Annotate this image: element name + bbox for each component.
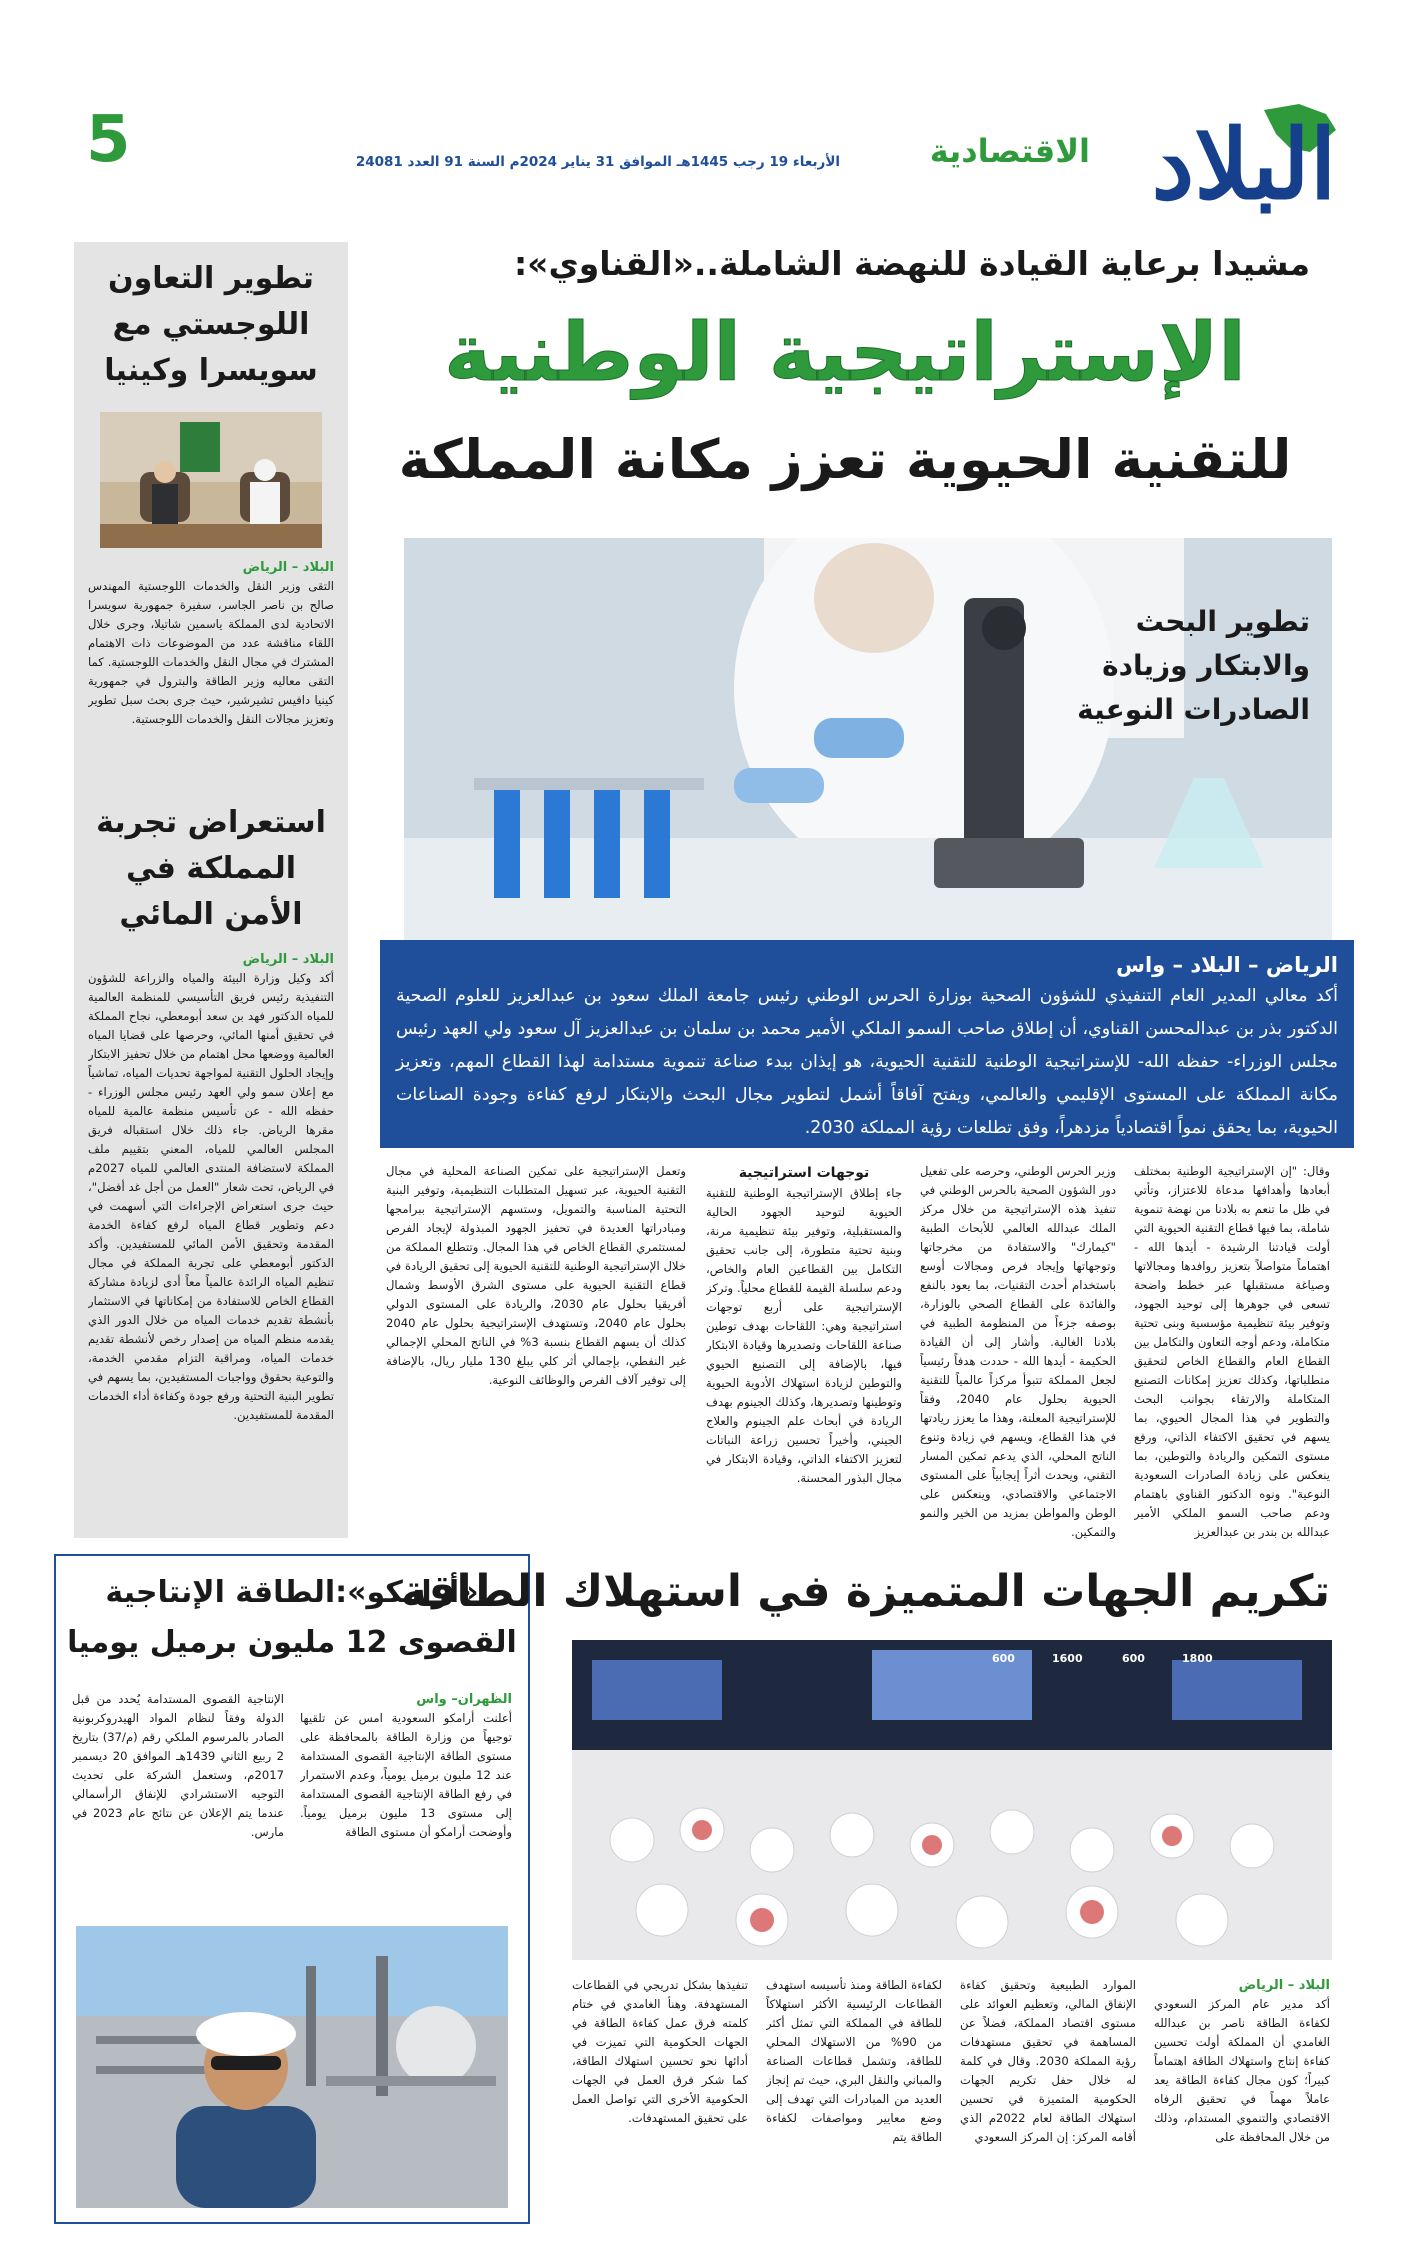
overlay-line-1: تطوير البحث (1135, 605, 1310, 638)
photo-overlay-text (1050, 600, 1310, 732)
energy-column-2 (960, 1976, 1136, 2216)
ceremony-photo (572, 1640, 1332, 1960)
sidebar-story1-title (84, 256, 338, 394)
aramco-column-right-text: أعلنت أرامكو السعودية امس عن تلقيها توجيهاً من وزارة الطاقة بالمحافظة على مستوى الطاقة الإنتاجية القصوى المستدامة عند 12 مليون برميل يومياً، وعدم الاستمرار في رفع الطاقة الإنتاجية القصوى المستدامة إلى مستوى 13 مليون برميل يومياً. وأوضحت أرامكو أن مستوى الطاقة (300, 1711, 512, 1839)
overlay-line-3: الصادرات النوعية (1077, 693, 1310, 726)
lead-box (380, 940, 1354, 1148)
overlay-line-2: والابتكار وزيادة (1102, 649, 1310, 682)
newspaper-logo (1114, 100, 1374, 230)
aramco-column-left (72, 1690, 284, 1920)
energy-title: تكريم الجهات المتميزة في استهلاك الطاقة (401, 1566, 1330, 1617)
main-title-2: للتقنية الحيوية تعزز مكانة المملكة (398, 428, 1292, 491)
main-subhead: توجهات استراتيجية (738, 1165, 870, 1181)
sidebar-story2-byline: البلاد – الرياض (242, 952, 334, 967)
energy-column-2-text: الموارد الطبيعية وتحقيق كفاءة الإنفاق المالي، وتعظيم العوائد على مستوى اقتصاد المملكة، فضلاً عن المساهمة في تحقيق مستهدفات رؤية المملكة 2030. وقال في كلمة له خلال حفل تكريم الجهات الحكومية المتميزة في تحسين استهلاك الطاقة لعام 2022م الذي أقامه المركز: إن المركز السعودي (960, 1978, 1136, 2144)
screen-label-2: 1600 (1052, 1652, 1083, 1665)
main-column-3 (706, 1162, 902, 1540)
main-column-4 (386, 1162, 686, 1540)
energy-column-3 (766, 1976, 942, 2216)
main-column-3-text: جاء إطلاق الإستراتيجية الوطنية للتقنية الحيوية لتوحيد الجهود الحالية والمستقبلية، وتوفير بيئة تنظيمية مرنة، وبنية تحتية متطورة، إلى جانب تحقيق التكامل بين القطاعين العام والخاص، ودعم سلسلة القيمة للقطاع محلياً. وتركز الإستراتيجية على أربع توجهات استراتيجية وهي: اللقاحات بهدف توطين صناعة اللقاحات وتصديرها وقيادة الابتكار فيها، بالإضافة إلى التصنيع الحيوي والتوطين لزيادة استهلاك الأدوية الحيوية وتوطينها وتصديرها، وكذلك الجينوم بهدف الريادة في أبحاث علم الجينوم والعلاج الجيني، وأخيراً تحسين زراعة النباتات لتعزيز الاكتفاء الذاتي، وقيادة الابتكار في مجال البذور المحسنة. (706, 1186, 902, 1485)
sidebar-story2-title-line2: المملكة في (125, 851, 297, 886)
main-column-4-text: وتعمل الإستراتيجية على تمكين الصناعة المحلية في مجال التقنية الحيوية، عبر تسهيل المتطلبات التنظيمية، وتوفير البنية التحتية المناسبة والتمويل، وستسهم الإستراتيجية ببرامجها ومبادراتها العديدة في تحفيز الجهود المبذولة لإيجاد الفرص لمستثمري القطاع الخاص في هذا المجال. وتتطلع المملكة من خلال الإستراتيجية الوطنية للتقنية الحيوية إلى تحقيق الريادة في قطاع التقنية الحيوية على مستوى الشرق الأوسط وشمال أفريقيا بحلول عام 2030، والريادة على المستوى الدولي بحلول عام 2040، وتستهدف الإستراتيجية بحلول عام 2040 كذلك أن يسهم القطاع بنسبة 3% في الناتج المحلي الإجمالي غير النفطي، بإجمالي أثر كلي يبلغ 130 مليار ريال، بالإضافة إلى توفير آلاف الفرص والوظائف النوعية. (386, 1164, 686, 1387)
aramco-title-line2: القصوى 12 مليون برميل يوميا (67, 1625, 517, 1660)
masthead (0, 0, 1420, 240)
energy-column-4-text: تنفيذها بشكل تدريجي في القطاعات المستهدفة. وهنأ الغامدي في ختام كلمته فرق عمل كفاءة الطاقة في الجهات الحكومية التي تميزت في أدائها نحو تحسين استهلاك الطاقة، كما شكر فرق العمل في الجهات الحكومية الأخرى التي تواصل العمل على تحقيق المستهدفات. (572, 1978, 748, 2125)
sidebar-story2-body (88, 950, 334, 1530)
aramco-byline: الظهران– واس (416, 1692, 512, 1707)
energy-column-1-text: أكد مدير عام المركز السعودي لكفاءة الطاقة ناصر بن عبدالله الغامدي أن المملكة أولت تحسين كفاءة إنتاج واستهلاك الطاقة اهتماماً كبيراً؛ كون مجال كفاءة الطاقة يعد عاملاً مهماً في تحقيق الرفاه الاقتصادي والتنموي المستدام، وذلك من خلال المحافظة على (1154, 1997, 1330, 2144)
sidebar-story1-byline: البلاد – الرياض (242, 560, 334, 575)
main-title-1: الإستراتيجية الوطنية (444, 306, 1246, 399)
sidebar-story1-title-line1: تطوير التعاون (108, 261, 314, 296)
sidebar-story1-body (88, 558, 334, 778)
lead-byline: الرياض – البلاد – واس (1115, 953, 1338, 977)
energy-column-1 (1154, 1976, 1330, 2216)
screen-label-4: 1800 (1182, 1652, 1213, 1665)
lead-text: أكد معالي المدير العام التنفيذي للشؤون الصحية بوزارة الحرس الوطني رئيس جامعة الملك سعود بن عبدالعزيز للعلوم الصحية الدكتور بذر بن عبدالمحسن القناوي، أن إطلاق صاحب السمو الملكي الأمير محمد بن سلمان بن عبدالعزيز آل سعود ولي العهد رئيس مجلس الوزراء- حفظه الله- للإستراتيجية الوطنية للتقنية الحيوية، هو إيذان ببدء صناعة تنموية مستدامة لهذا القطاع المهم، وتعزيز مكانة المملكة على المستوى الإقليمي والعالمي، ويفتح آفاقاً أشمل لتطوير مجال البحث والابتكار لرفع كفاءة وجودة الصناعات الحيوية، بما يحقق نمواً اقتصادياً مزدهراً، وفق تطلعات رؤية المملكة 2030. (396, 986, 1338, 1138)
energy-byline: البلاد – الرياض (1238, 1978, 1330, 1993)
aramco-title-line1: «أرامكو»:الطاقة الإنتاجية (105, 1575, 479, 1610)
screen-label-1: 600 (992, 1652, 1015, 1665)
logo-text: البلاد (1151, 108, 1337, 221)
screen-label-3: 600 (1122, 1652, 1145, 1665)
sidebar-story2-title (84, 800, 338, 938)
sidebar-story1-text: التقى وزير النقل والخدمات اللوجستية المهندس صالح بن ناصر الجاسر، سفيرة جمهورية سويسرا الاتحادية لدى المملكة ياسمين شاتيلا، وجرى خلال اللقاء مناقشة عدد من الموضوعات ذات الاهتمام المشترك في مجال النقل والخدمات اللوجستية. كما التقى معاليه وزير الطاقة والبترول في جمهورية كينيا دافيس تشيرشير، حيث جرى بحث سبل تطوير وتعزيز مجالات النقل والخدمات اللوجستية. (88, 579, 334, 726)
dateline: الأربعاء 19 رجب 1445هـ الموافق 31 يناير 2024م السنة 91 العدد 24081 (355, 154, 840, 170)
sidebar-story1-title-line3: سويسرا وكينيا (104, 353, 318, 388)
refinery-photo (76, 1926, 508, 2208)
section-name: الاقتصادية (929, 132, 1090, 170)
main-column-2-text: وزير الحرس الوطني، وحرصه على تفعيل دور الشؤون الصحية بالحرس الوطني في تنفيذ هذه الإستراتيجية من خلال مركز الملك عبدالله العالمي للأبحاث الطبية "كيمارك" والاستفادة من مخرجاتها وتوجهاتها وإيجاد فرص ومجالات أوسع باستخدام أحدث التقنيات، بما يعود بالنفع والفائدة على القطاع الصحي بالوزارة، بوصفه جزءاً من المنظومة الطبية في بلادنا الغالية. وأشار إلى أن القيادة الحكيمة - أيدها الله - حددت هدفاً رئيسياً لجعل المملكة تتبوأ مركزاً عالمياً للتقنية الحيوية بحلول عام 2040، وفقاً للإستراتيجية المعلنة، وهذا ما يعزز ريادتها في هذا القطاع، ويسهم في زيادة وتنوع الناتج المحلي، الذي يدعم تمكين المسار التقني، ويحدث أثراً إيجابياً على المستوى الاجتماعي والاقتصادي، وينعكس على الوطن والمواطن بمزيد من الخير والنمو والتمكين. (920, 1164, 1116, 1539)
ceremony-screen-labels (992, 1652, 1222, 1682)
main-column-1 (1134, 1162, 1330, 1540)
aramco-column-right (300, 1690, 512, 1920)
sidebar-story2-title-line3: الأمن المائي (119, 897, 303, 932)
sidebar-story2-title-line1: استعراض تجربة (96, 805, 326, 840)
main-column-1-text: وقال: "إن الإستراتيجية الوطنية بمختلف أبعادها وأهدافها مدعاة للاعتزاز، وتأتي في ظل ما تنعم به بلادنا من نهضة تنموية شاملة، بما فيها قطاع التقنية الحيوية التي أولت قيادتنا الرشيدة - أيدها الله - اهتماماً متواصلاً بتعزيز روافدها ومجالاتها وصياغة مستقبلها عبر خطط واضحة تسعى في جوهرها إلى توحيد الجهود، وتوفير بيئة تنظيمية مؤسسية وبنى تحتية متكاملة، ودعم أوجه التعاون والتكامل بين القطاع العام والقطاع الخاص لتحقيق متطلباتها، وكذلك تعزيز إمكانات التصنيع المتكاملة والارتقاء بجوانب البحث والتطوير في هذا المجال الحيوي، بما يسهم في تحقيق الاكتفاء الذاتي، ورفع مستوى التمكين والريادة والتوطين، بما ينعكس على زيادة الصادرات السعودية النوعية". ونوه الدكتور القناوي باهتمام ودعم صاحب السمو الملكي الأمير عبدالله بن بندر بن عبدالعزيز (1134, 1164, 1330, 1539)
energy-column-3-text: لكفاءة الطاقة ومنذ تأسيسه استهدف القطاعات الرئيسية الأكثر استهلاكاً للطاقة في المملكة التي تمثل أكثر من 90% من الاستهلاك المحلي للطاقة، وتشمل قطاعات الصناعة والمباني والنقل البري، حيث تم إنجاز العديد من المبادرات التي تهدف إلى وضع معايير ومواصفات لكفاءة الطاقة يتم (766, 1978, 942, 2144)
main-kicker: مشيدا برعاية القيادة للنهضة الشاملة..«القناوي»: (513, 244, 1310, 283)
sidebar-story2-text: أكد وكيل وزارة البيئة والمياه والزراعة للشؤون التنفيذية رئيس فريق التأسيسي للمنظمة العالمية للمياه الدكتور فهد بن سعد أبومعطي، نجاح المملكة في تحقيق أمنها المائي، وحرصها على قضايا المياه العالمية ووضعها محل اهتمام من خلال تحفيز الابتكار وإيجاد الحلول التقنية لمواجهة تحديات المياه، تماشياً مع إعلان سمو ولي العهد رئيس مجلس الوزراء - حفظه الله - عن تأسيس منظمة عالمية للمياه مقرها الرياض. جاء ذلك خلال استقباله فريق المجلس العالمي للمياه، المعني بتقييم ملف المملكة لاستضافة المنتدى العالمي للمياه 2027م في الرياض، تحت شعار "العمل من أجل غد أفضل"، حيث جرى استعراض الإجراءات التي أسهمت في دعم وتطوير قطاع المياه لرفع كفاءة الخدمة المقدمة وتحقيق الأمن المائي للمستفيدين. وأكد الدكتور أبومعطي على تجربة المملكة في مجال تنظيم المياه الرائدة عالمياً معاً أدى لزيادة مشاركة القطاع الخاص للاستفادة من إمكاناتها في الاستثمار بأنشطة تقديم خدمات المياه من خلال الدور الذي يقدمه منظم المياه من إصدار رخص لأنشطة تقديم خدمات المياه، ومراقبة التزام مقدمي الخدمة، والتوعية بحقوق وواجبات المستفيدين، بما يسهم في تطوير البنية التحتية ورفع جودة وكفاءة أداء الخدمات المقدمة للمستفيدين. (88, 971, 334, 1422)
sidebar-story1-title-line2: اللوجستي مع (112, 307, 310, 342)
energy-column-4 (572, 1976, 748, 2216)
aramco-column-left-text: الإنتاجية القصوى المستدامة يُحدد من قبل الدولة وفقاً لنظام المواد الهيدروكربونية الصادر بالمرسوم الملكي رقم (م/37) بتاريخ 2 ربيع الثاني 1439هـ الموافق 20 ديسمبر 2017م، وستعمل الشركة على تحديث التوجيه الاستشرادي للإنفاق الرأسمالي عندما يتم الإعلان عن نتائج عام 2023 في مارس. (72, 1692, 284, 1839)
main-column-2 (920, 1162, 1116, 1540)
page-number: 5 (86, 103, 131, 177)
meeting-photo (100, 412, 322, 548)
